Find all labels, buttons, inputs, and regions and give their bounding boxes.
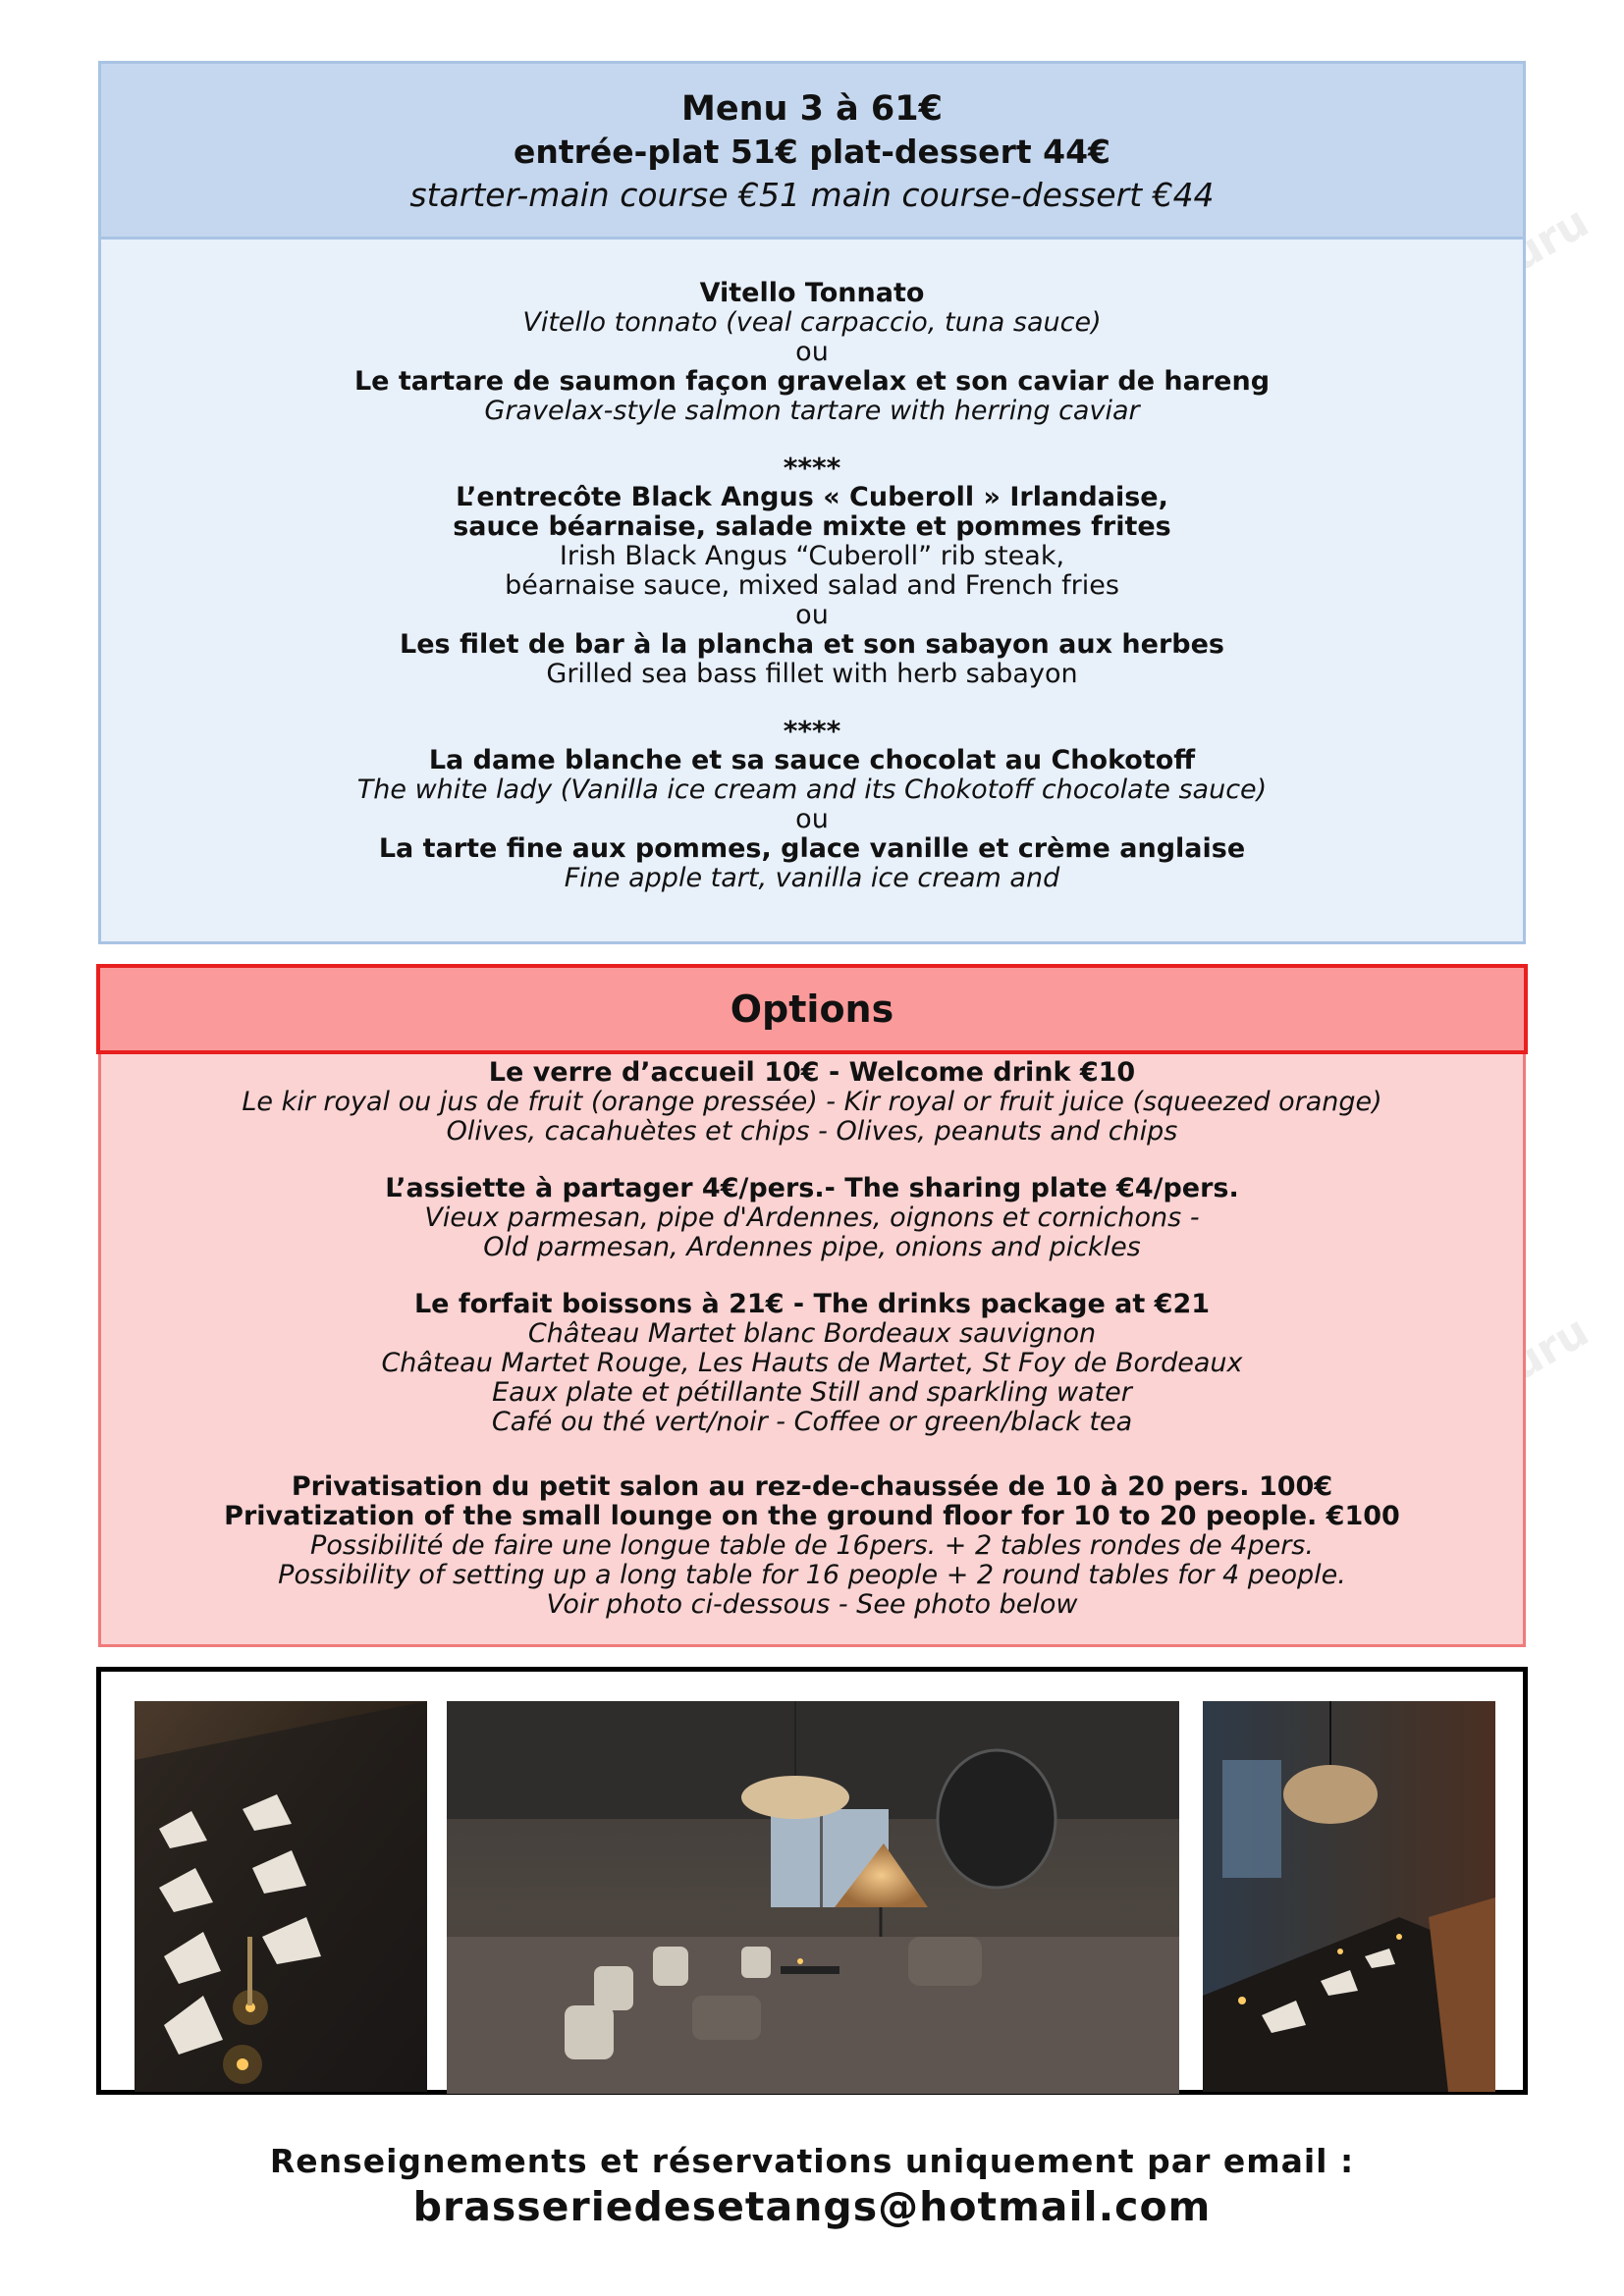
or-label: ou [795, 600, 829, 630]
drinks-heading: Le forfait boissons à 21€ - The drinks package at €21 [413, 1289, 1211, 1319]
menu-title: Menu 3 à 61€ [681, 89, 943, 129]
sharing-line: Vieux parmesan, pipe d'Ardennes, oignons et cornichons - [424, 1202, 1200, 1233]
main-1-en-line2: béarnaise sauce, mixed salad and French fries [505, 570, 1119, 601]
menu-header [98, 61, 1526, 240]
sharing-heading: L’assiette à partager 4€/pers.- The sharing plate €4/pers. [385, 1173, 1239, 1203]
photo-long-table [1203, 1701, 1495, 2092]
dessert-2-en: Fine apple tart, vanilla ice cream and [564, 863, 1060, 893]
footer-info: Renseignements et réservations uniquement par email : [269, 2142, 1355, 2180]
starter-1-en: Vitello tonnato (veal carpaccio, tuna sauce) [522, 307, 1102, 338]
private-heading-fr: Privatisation du petit salon au rez-de-chaussée de 10 à 20 pers. 100€ [291, 1471, 1333, 1502]
dessert-1-en: The white lady (Vanilla ice cream and its Chokotoff chocolate sauce) [356, 774, 1268, 805]
photo-strip [96, 1667, 1528, 2095]
watermark-text: Guru [1469, 1306, 1597, 1409]
or-label: ou [795, 804, 829, 834]
or-label: ou [795, 337, 829, 367]
private-line: Voir photo ci-dessous - See photo below [546, 1589, 1078, 1620]
dessert-1-fr: La dame blanche et sa sauce chocolat au Chokotoff [428, 745, 1196, 775]
main-2-en: Grilled sea bass fillet with herb sabayon [546, 659, 1078, 689]
starter-2-fr: Le tartare de saumon façon gravelax et son caviar de hareng [353, 366, 1271, 397]
welcome-line: Olives, cacahuètes et chips - Olives, peanuts and chips [446, 1116, 1178, 1147]
photo-table-setting [135, 1701, 427, 2092]
drinks-line: Eaux plate et pétillante Still and sparkling water [492, 1377, 1132, 1408]
menu-subtitle-fr: entrée-plat 51€ plat-dessert 44€ [514, 133, 1110, 171]
options-title: Options [96, 964, 1528, 1054]
welcome-heading: Le verre d’accueil 10€ - Welcome drink €10 [488, 1057, 1136, 1088]
private-heading-en: Privatization of the small lounge on the ground floor for 10 to 20 people. €100 [224, 1501, 1400, 1531]
starter-1-fr: Vitello Tonnato [699, 278, 925, 308]
watermark-text: Guru [1469, 196, 1597, 299]
welcome-line: Le kir royal ou jus de fruit (orange pressée) - Kir royal or fruit juice (squeezed orange) [242, 1087, 1382, 1117]
sharing-line: Old parmesan, Ardennes pipe, onions and pickles [483, 1232, 1141, 1262]
main-1-fr-line1: L’entrecôte Black Angus « Cuberoll » Irlandaise, [456, 482, 1168, 512]
photo-lounge [447, 1701, 1179, 2094]
drinks-line: Château Martet Rouge, Les Hauts de Martet, St Foy de Bordeaux [381, 1348, 1243, 1378]
options-body [98, 1054, 1526, 1647]
drinks-line: Château Martet blanc Bordeaux sauvignon [527, 1318, 1097, 1349]
starter-2-en: Gravelax-style salmon tartare with herring caviar [484, 396, 1140, 426]
main-1-en-line1: Irish Black Angus “Cuberoll” rib steak, [559, 541, 1065, 571]
contact-email[interactable]: brasseriedesetangs@hotmail.com [412, 2183, 1212, 2230]
course-separator: **** [783, 452, 841, 484]
dessert-2-fr: La tarte fine aux pommes, glace vanille et crème anglaise [378, 833, 1246, 864]
menu-body [98, 240, 1526, 944]
menu-subtitle-en: starter-main course €51 main course-dessert €44 [409, 176, 1215, 214]
main-2-fr: Les filet de bar à la plancha et son sabayon aux herbes [400, 629, 1224, 660]
main-1-fr-line2: sauce béarnaise, salade mixte et pommes frites [453, 511, 1171, 542]
drinks-line: Café ou thé vert/noir - Coffee or green/black tea [491, 1407, 1133, 1437]
private-line: Possibility of setting up a long table for 16 people + 2 round tables for 4 people. [278, 1560, 1346, 1590]
private-line: Possibilité de faire une longue table de 16pers. + 2 tables rondes de 4pers. [310, 1530, 1314, 1561]
course-separator: **** [783, 715, 841, 747]
